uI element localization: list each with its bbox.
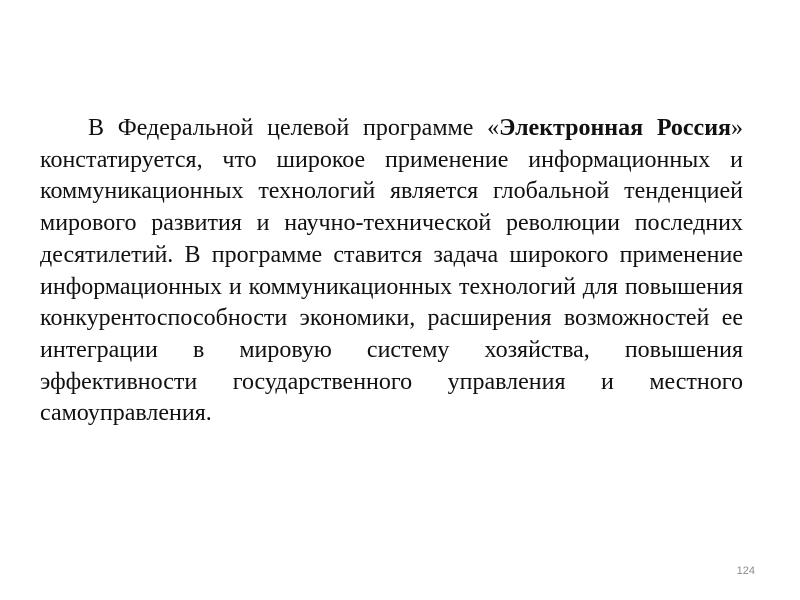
paragraph-close-quote: » xyxy=(731,115,744,141)
paragraph-lead: В Федеральной целевой программе « xyxy=(88,115,500,141)
page-number: 124 xyxy=(736,565,755,577)
body-paragraph xyxy=(40,113,743,430)
paragraph-body: констатируется, что широкое применение информационных и коммуникационных технологий является глобальной тенденцией мирового развития и научно-технической революции последних десятилетий. В программе ставится задача широкого применение информационных и коммуникационных технологий для повышения конкурентоспособности экономики, расширения возможностей ее интеграции в мировую систему хозяйства, повышения эффективности государственного управления и местного самоуправления. xyxy=(40,146,743,427)
program-name: Электронная Россия xyxy=(499,115,732,141)
